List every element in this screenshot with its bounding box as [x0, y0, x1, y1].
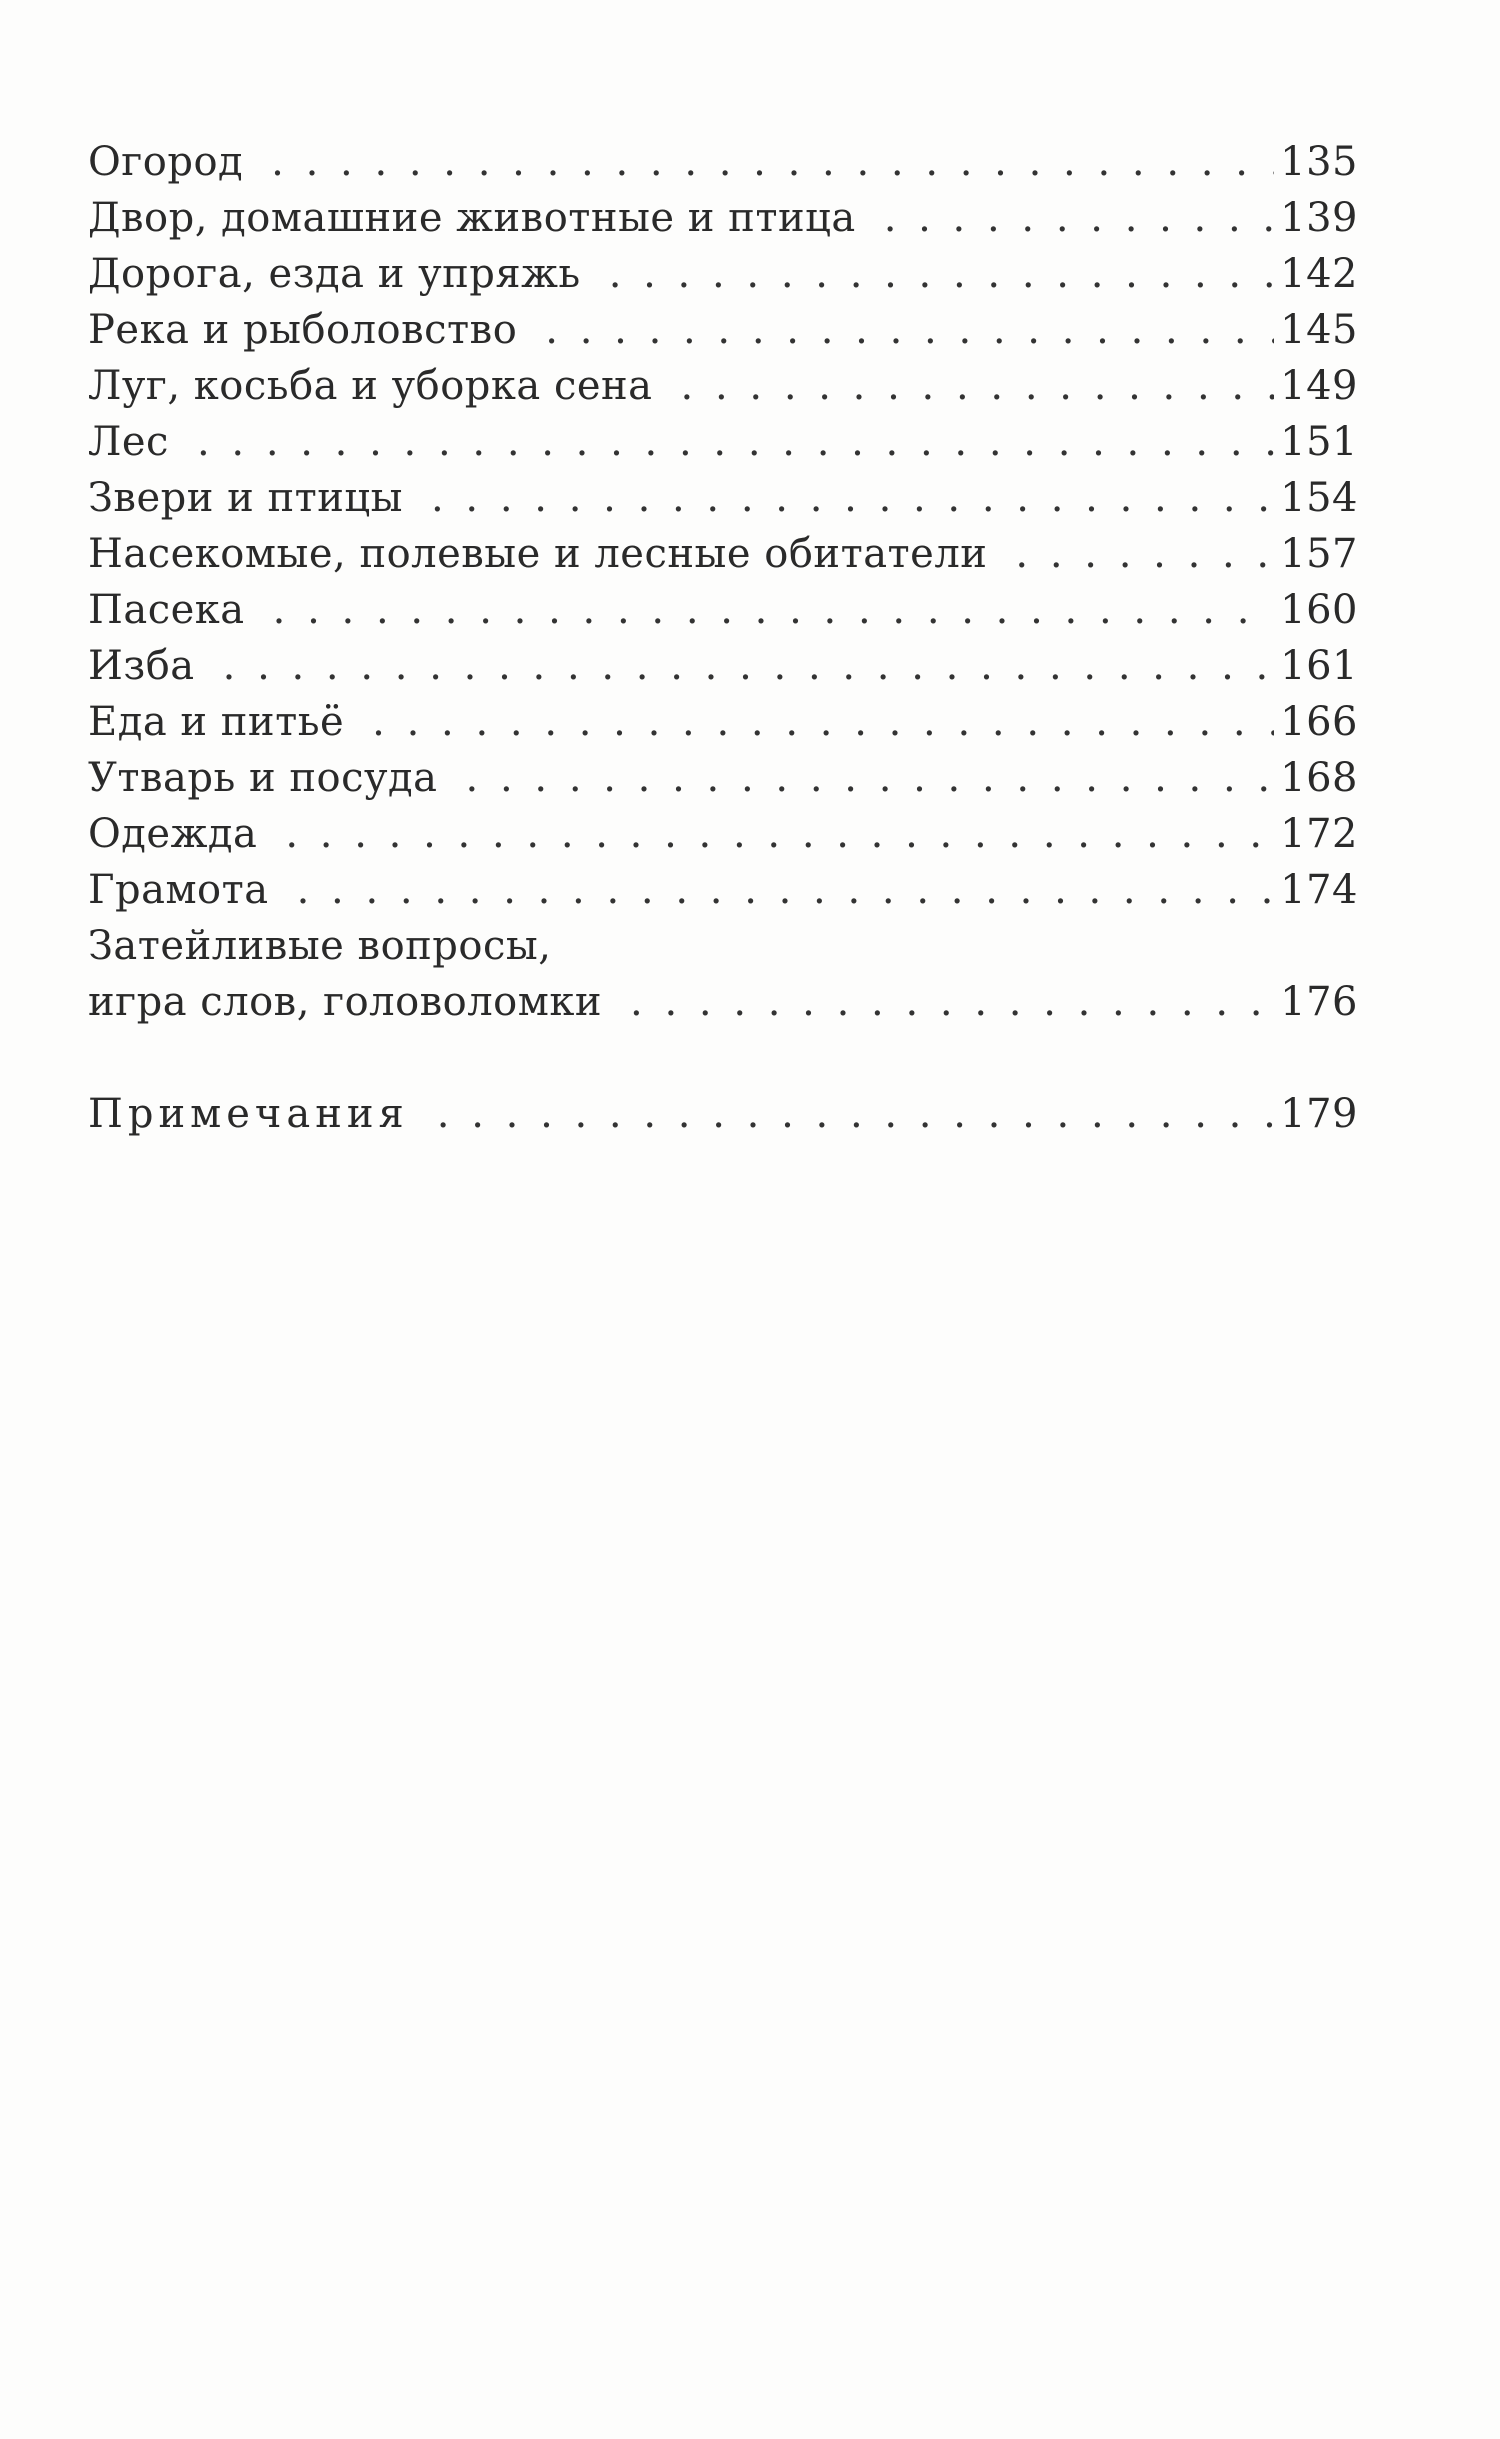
toc-entry-page: 161 [1280, 643, 1358, 689]
toc-entry-page: 166 [1280, 699, 1358, 745]
dot-leader [630, 974, 1274, 1030]
toc-entry[interactable] [88, 974, 1358, 1030]
dot-leader [681, 358, 1274, 414]
toc-entry-page: 142 [1280, 251, 1358, 297]
toc-entry-title: Двор, домашние животные и птица [88, 195, 856, 241]
toc-entry[interactable] [88, 750, 1358, 806]
dot-leader [271, 134, 1274, 190]
toc-entry-title: Луг, косьба и уборка сена [88, 363, 653, 409]
toc-entry-page: 135 [1280, 139, 1358, 185]
toc-entry-page: 139 [1280, 195, 1358, 241]
toc-notes-entry[interactable] [88, 1086, 1358, 1142]
table-of-contents [88, 134, 1358, 1142]
toc-entry-title-line2: игра слов, головоломки [88, 979, 603, 1025]
toc-entry-page: 154 [1280, 475, 1358, 521]
dot-leader [545, 302, 1274, 358]
toc-entry[interactable] [88, 302, 1358, 358]
toc-entry-page: 172 [1280, 811, 1358, 857]
toc-entry[interactable] [88, 638, 1358, 694]
toc-entry-title-line1: Затейливые вопросы, [88, 923, 552, 969]
toc-entry-title: Лес [88, 419, 169, 465]
toc-entry[interactable] [88, 806, 1358, 862]
toc-entry-title: Пасека [88, 587, 245, 633]
toc-entry-page: 151 [1280, 419, 1358, 465]
toc-entry[interactable] [88, 526, 1358, 582]
toc-entry[interactable] [88, 470, 1358, 526]
toc-entry[interactable] [88, 358, 1358, 414]
dot-leader [372, 694, 1274, 750]
section-gap [88, 1030, 1358, 1086]
toc-entry-title: Огород [88, 139, 244, 185]
toc-entry[interactable] [88, 582, 1358, 638]
toc-entry-page: 168 [1280, 755, 1358, 801]
toc-entry-first-line[interactable] [88, 918, 1358, 974]
toc-entry-page: 149 [1280, 363, 1358, 409]
toc-entry-title: Еда и питьё [88, 699, 345, 745]
toc-entry-title: Река и рыболовство [88, 307, 518, 353]
toc-entry-page: 176 [1280, 979, 1358, 1025]
toc-entry-title: Грамота [88, 867, 269, 913]
dot-leader [297, 862, 1274, 918]
toc-entry-page: 174 [1280, 867, 1358, 913]
toc-entry-title: Дорога, езда и упряжь [88, 251, 581, 297]
toc-entry-page: 157 [1280, 531, 1358, 577]
dot-leader [1015, 526, 1274, 582]
toc-entry[interactable] [88, 862, 1358, 918]
dot-leader [431, 470, 1274, 526]
toc-notes-title: Примечания [88, 1091, 409, 1137]
toc-entry[interactable] [88, 190, 1358, 246]
toc-entry-title: Звери и птицы [88, 475, 403, 521]
toc-entry-page: 145 [1280, 307, 1358, 353]
toc-notes-page: 179 [1280, 1091, 1358, 1137]
dot-leader [285, 806, 1274, 862]
toc-entry-title: Одежда [88, 811, 258, 857]
toc-entry-title: Насекомые, полевые и лесные обитатели [88, 531, 988, 577]
dot-leader [273, 582, 1274, 638]
toc-entry-title: Изба [88, 643, 195, 689]
dot-leader [609, 246, 1274, 302]
toc-entry[interactable] [88, 134, 1358, 190]
dot-leader [437, 1086, 1274, 1142]
toc-entry[interactable] [88, 414, 1358, 470]
dot-leader [466, 750, 1274, 806]
dot-leader [223, 638, 1274, 694]
dot-leader [884, 190, 1274, 246]
toc-entry[interactable] [88, 694, 1358, 750]
toc-entry[interactable] [88, 246, 1358, 302]
toc-entry-title: Утварь и посуда [88, 755, 438, 801]
toc-entry-page: 160 [1280, 587, 1358, 633]
dot-leader [197, 414, 1274, 470]
